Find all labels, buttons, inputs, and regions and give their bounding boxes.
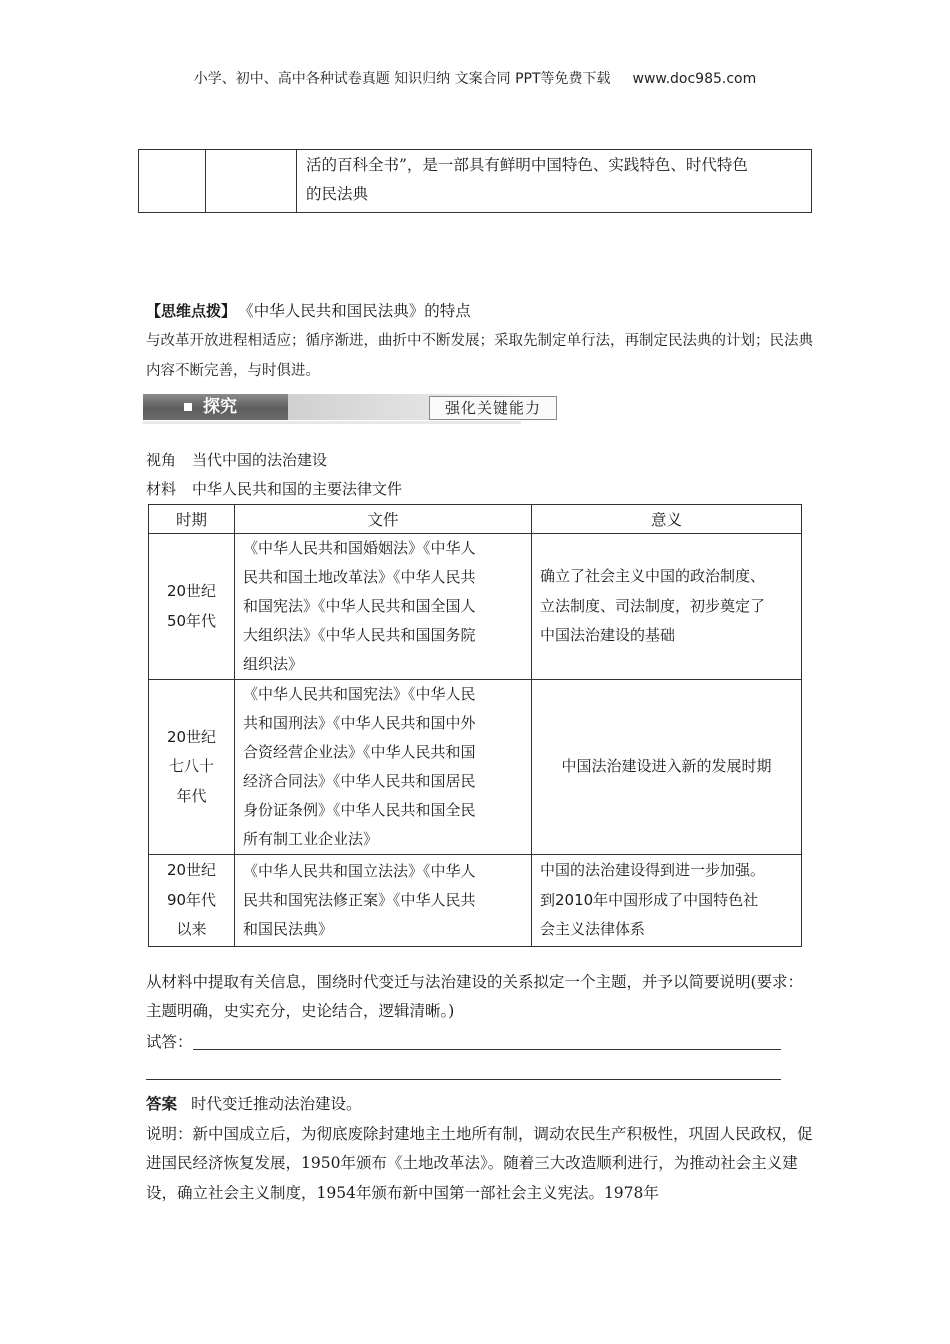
significance-line: 中国法治建设的基础 <box>540 626 676 645</box>
header-banner-text: 小学、初中、高中各种试卷真题 知识归纳 文案合同 PPT等免费下载 <box>193 71 611 87</box>
significance-cell <box>532 680 802 855</box>
documents-line: 共和国刑法》《中华人民共和国中外 <box>243 714 476 732</box>
material-line <box>146 475 402 504</box>
significance-line: 中国的法治建设得到进一步加强。 <box>540 861 766 879</box>
perspective-text: 当代中国的法治建设 <box>192 451 328 469</box>
documents-line: 《中华人民共和国婚姻法》《中华人 <box>243 539 476 557</box>
significance-cell <box>532 855 802 947</box>
column-header-significance: 意义 <box>532 505 802 534</box>
law-documents-table <box>148 504 802 947</box>
period-line: 七八十 <box>168 757 214 776</box>
banner-dark-label: 探究 <box>203 397 237 417</box>
continued-text-line: 的民法典 <box>306 185 369 203</box>
material-intro <box>146 446 402 504</box>
continued-text-cell <box>297 150 812 213</box>
perspective-line <box>146 446 402 475</box>
perspective-label: 视角 <box>146 451 177 469</box>
answer-theme: 时代变迁推动法治建设。 <box>191 1095 362 1113</box>
banner-light-block <box>288 394 541 420</box>
table-row <box>149 680 802 855</box>
answer-block <box>146 1090 816 1208</box>
continued-table <box>138 149 812 213</box>
significance-line: 中国法治建设进入新的发展时期 <box>561 757 772 776</box>
table-header-row <box>149 505 802 534</box>
banner-dark-block <box>143 394 288 420</box>
documents-line: 和国民法典》 <box>243 919 334 938</box>
material-text: 中华人民共和国的主要法律文件 <box>192 480 403 498</box>
period-line: 90年代 <box>166 890 217 909</box>
table-row <box>149 855 802 947</box>
thinking-tips <box>146 296 816 386</box>
empty-cell <box>206 150 297 213</box>
material-label: 材料 <box>146 480 177 498</box>
documents-line: 民共和国土地改革法》《中华人民共 <box>243 568 476 586</box>
documents-line: 民共和国宪法修正案》《中华人民共 <box>243 890 476 909</box>
documents-cell <box>235 855 532 947</box>
significance-line: 会主义法律体系 <box>540 920 646 938</box>
documents-line: 《中华人民共和国立法法》《中华人 <box>243 861 476 880</box>
answer-label: 答案 <box>146 1095 178 1113</box>
period-cell <box>149 534 235 680</box>
period-line: 年代 <box>176 786 207 805</box>
tips-title: 《中华人民共和国民法典》的特点 <box>246 302 471 320</box>
documents-line: 合资经营企业法》《中华人民共和国 <box>243 743 476 761</box>
table-row <box>149 534 802 680</box>
question-text: 从材料中提取有关信息，围绕时代变迁与法治建设的关系拟定一个主题，并予以简要说明(要求：主题明确，史实充分，史论结合，逻辑清晰。) <box>146 973 804 1020</box>
period-cell <box>149 680 235 855</box>
documents-line: 大组织法》《中华人民共和国国务院 <box>243 626 476 644</box>
documents-line: 组织法》 <box>243 655 304 673</box>
significance-line: 到2010年中国形成了中国特色社 <box>540 890 759 909</box>
significance-cell <box>532 534 802 680</box>
documents-line: 所有制工业企业法》 <box>243 830 379 848</box>
documents-cell <box>235 534 532 680</box>
page-header <box>0 68 950 88</box>
period-line: 20世纪 <box>166 861 217 879</box>
banner-underline <box>143 421 521 424</box>
documents-line: 《中华人民共和国宪法》《中华人民 <box>243 685 476 703</box>
significance-line: 立法制度、司法制度，初步奠定了 <box>540 596 766 615</box>
try-answer-label: 试答： <box>146 1033 193 1051</box>
period-line: 20世纪 <box>166 582 217 600</box>
significance-line: 确立了社会主义中国的政治制度、 <box>540 567 766 586</box>
period-line: 以来 <box>176 920 207 938</box>
documents-cell <box>235 680 532 855</box>
answer-blank-line[interactable] <box>193 1049 781 1050</box>
section-banner <box>143 391 541 425</box>
empty-cell <box>139 150 206 213</box>
period-cell <box>149 855 235 947</box>
period-line: 50年代 <box>166 611 217 630</box>
period-line: 20世纪 <box>166 727 217 746</box>
documents-line: 经济合同法》《中华人民共和国居民 <box>243 772 476 790</box>
header-url[interactable]: www.doc985.com <box>632 71 757 87</box>
square-bullet-icon <box>184 403 192 411</box>
answer-explanation: 说明：新中国成立后，为彻底废除封建地主土地所有制，调动农民生产积极性，巩固人民政权，促进国民经济恢复发展，1950年颁布《土地改革法》。随着三大改造顺利进行，为推动社会主义建设，确立社会主义制度，1954年颁布新中国第一部社会主义宪法。1978年 <box>146 1124 813 1202</box>
tips-label: 【思维点拨】 <box>146 302 237 320</box>
answer-blank-line[interactable] <box>146 1079 781 1080</box>
column-header-period: 时期 <box>149 505 235 534</box>
tips-body: 与改革开放进程相适应；循序渐进，曲折中不断发展；采取先制定单行法，再制定民法典的计划；民法典内容不断完善，与时俱进。 <box>146 333 813 379</box>
continued-text-line: 活的百科全书”，是一部具有鲜明中国特色、实践特色、时代特色 <box>306 156 748 174</box>
documents-line: 和国宪法》《中华人民共和国全国人 <box>243 597 476 615</box>
documents-line: 身份证条例》《中华人民共和国全民 <box>243 801 476 819</box>
banner-light-label: 强化关键能力 <box>429 396 557 420</box>
column-header-documents: 文件 <box>235 505 532 534</box>
